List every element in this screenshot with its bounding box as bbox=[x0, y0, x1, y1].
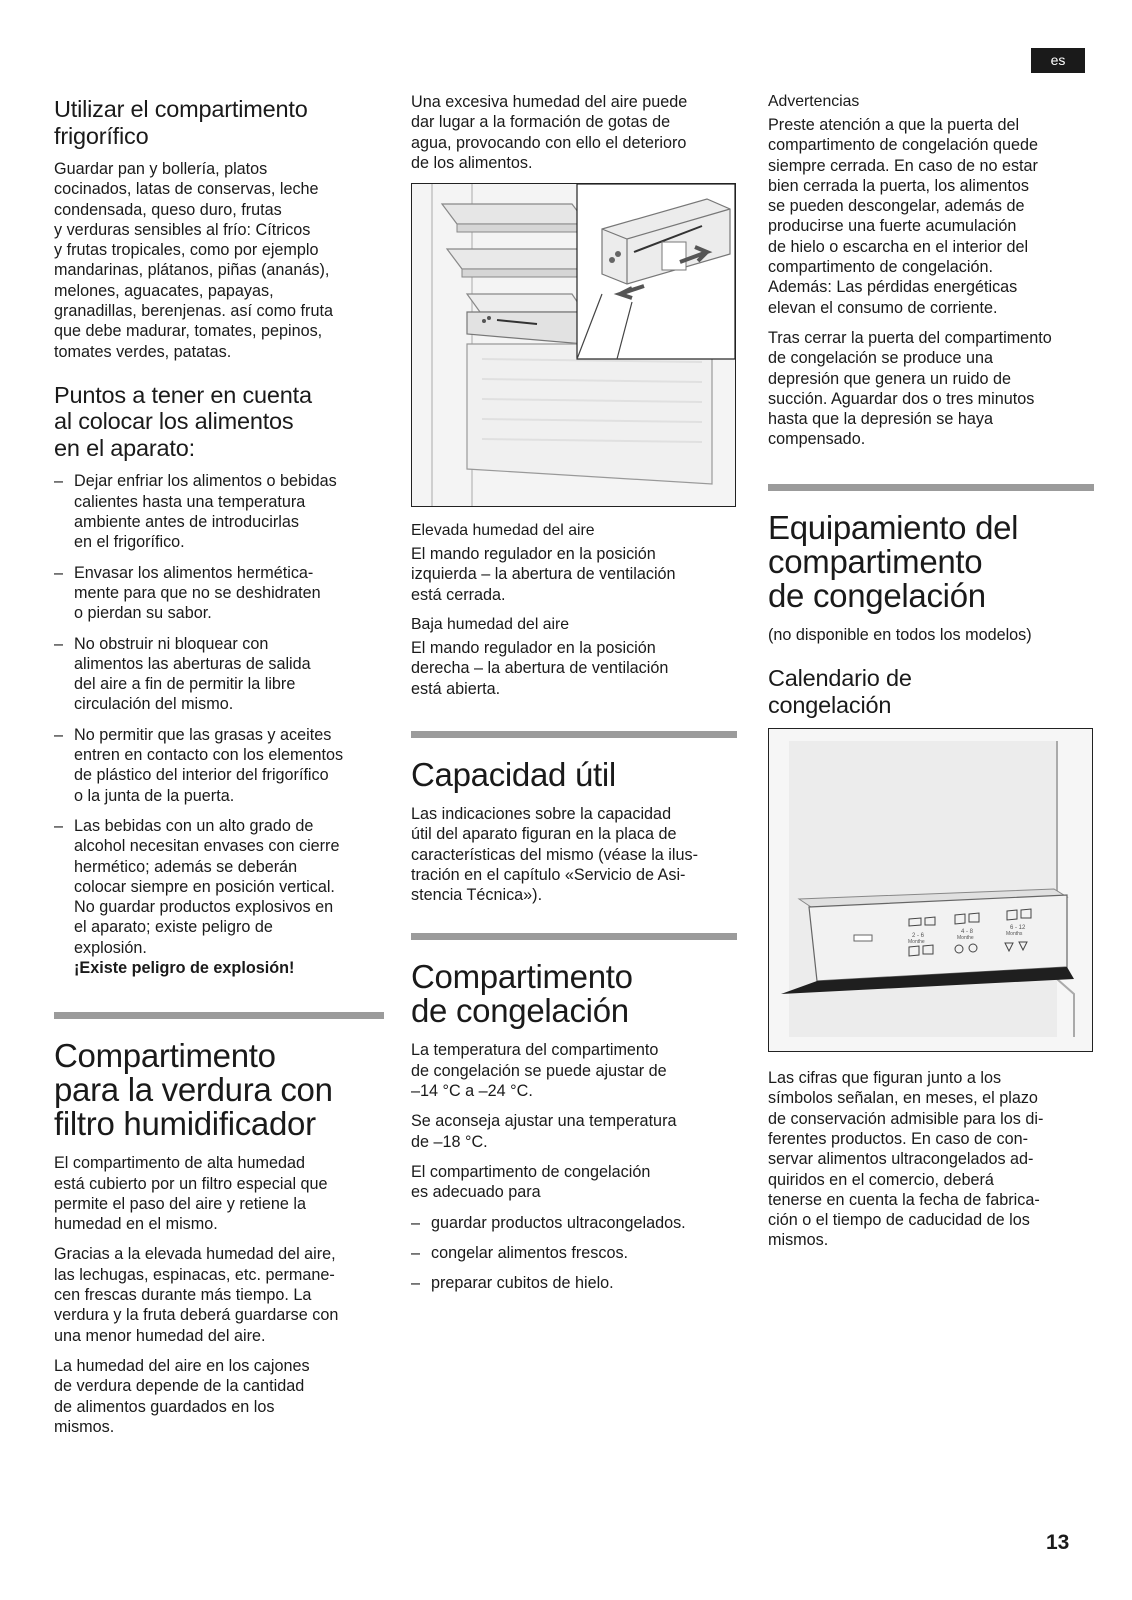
freezer-uses-list bbox=[411, 1213, 737, 1294]
high-humidity-text: El mando regulador en la posición izquierda – la abertura de ventilación está cerrada. bbox=[411, 545, 676, 604]
calendar-text: Las cifras que figuran junto a los símbolos señalan, en meses, el plazo de conservación admisible para los di- ferentes productos. En caso de con- servar alimentos ultracongelados ad- quiridos en el comercio, deberá tenerse en cuenta la fecha de fabrica- ción o el tiempo de caducidad de los mismos. bbox=[768, 1069, 1044, 1250]
low-humidity-title: Baja humedad del aire bbox=[411, 616, 570, 634]
section-divider bbox=[768, 484, 1094, 491]
calendar-label: 4 - 8 bbox=[961, 929, 974, 936]
page-number: 13 bbox=[1046, 1531, 1070, 1554]
freezer-paragraph-2: Se aconseja ajustar una temperatura de –18 °C. bbox=[411, 1112, 677, 1151]
calendar-label: Monthe bbox=[957, 935, 974, 942]
section-title-capacity: Capacidad útil bbox=[411, 755, 616, 793]
list-item: – No permitir que las grasas y aceites entren en contacto con los elementos de plástico del interior del frigorífico o la junta de la puerta. bbox=[54, 725, 384, 806]
section-title-calendar: Calendario de congelación bbox=[768, 665, 912, 718]
section-title-vegetable: Compartimento para la verdura con filtro humidificador bbox=[54, 1037, 333, 1143]
section-divider bbox=[411, 933, 737, 940]
language-badge: es bbox=[1031, 48, 1085, 73]
right-column bbox=[768, 92, 1094, 1261]
freezer-paragraph-1: La temperatura del compartimento de congelación se puede ajustar de –14 °C a –24 °C. bbox=[411, 1041, 667, 1101]
vegetable-paragraph-3: La humedad del aire en los cajones de verdura depende de la cantidad de alimentos guardados en los mismos. bbox=[54, 1356, 310, 1436]
vegetable-paragraph-2: Gracias a la elevada humedad del aire, las lechugas, espinacas, etc. permane- cen frescas durante más tiempo. La verdura y la fruta deberá guardarse con una menor humedad del aire. bbox=[54, 1245, 339, 1345]
list-item: – guardar productos ultracongelados. bbox=[411, 1213, 737, 1233]
freezer-calendar-illustration bbox=[768, 728, 1093, 1052]
freezer-paragraph-3: El compartimento de congelación es adecuado para bbox=[411, 1162, 651, 1202]
low-humidity-text: El mando regulador en la posición derecha – la abertura de ventilación está abierta. bbox=[411, 639, 669, 698]
humidity-intro: Una excesiva humedad del aire puede dar lugar a la formación de gotas de agua, provocando con ello el deterioro de los alimentos. bbox=[411, 93, 688, 172]
list-item: – Dejar enfriar los alimentos o bebidas calientes hasta una temperatura ambiente antes de introducirlas en el frigorífico. bbox=[54, 471, 384, 552]
warnings-paragraph-2: Tras cerrar la puerta del compartimento de congelación se produce una depresión que genera un ruido de succión. Aguardar dos o tres minutos hasta que la depresión se haya compensado. bbox=[768, 328, 1052, 449]
calendar-label: 2 - 6 bbox=[912, 933, 925, 940]
section-title-fridge: Utilizar el compartimento frigorífico bbox=[54, 96, 308, 149]
crisper-drawer-drawing bbox=[412, 184, 735, 506]
list-item: – Envasar los alimentos hermética- mente para que no se deshidraten o pierdan su sabor. bbox=[54, 563, 384, 624]
section-title-freezer: Compartimento de congelación bbox=[411, 958, 633, 1030]
left-column bbox=[54, 92, 384, 1447]
high-humidity-title: Elevada humedad del aire bbox=[411, 522, 595, 540]
availability-note: (no disponible en todos los modelos) bbox=[768, 625, 1032, 644]
explosion-warning: ¡Existe peligro de explosión! bbox=[74, 959, 295, 977]
list-item: – congelar alimentos frescos. bbox=[411, 1243, 737, 1263]
section-title-freezer-equipment: Equipamiento del compartimento de congelación bbox=[768, 508, 1019, 614]
warnings-title: Advertencias bbox=[768, 93, 860, 110]
calendar-label: Monthe bbox=[908, 939, 925, 946]
crisper-drawer-illustration bbox=[411, 183, 736, 507]
calendar-label: Months bbox=[1006, 931, 1023, 938]
list-item: – No obstruir ni bloquear con alimentos las aberturas de salida del aire a fin de permitir la libre circulación del mismo. bbox=[54, 634, 384, 715]
capacity-text: Las indicaciones sobre la capacidad útil del aparato figuran en la placa de características del mismo (véase la ilus- tración en el capítulo «Servicio de Asi- stencia Técnica»). bbox=[411, 804, 698, 905]
section-divider bbox=[54, 1012, 384, 1019]
fridge-paragraph: Guardar pan y bollería, platos cocinados, latas de conservas, leche condensada, queso duro, frutas y verduras sensibles al frío: Cítricos y frutas tropicales, como por ejemplo mandarinas, plátanos, piñas (ananás), melones, aguacates, papayas, granadillas, berenjenas. así como fruta que debe madurar, tomates, pepinos, tomates verdes, patatas. bbox=[54, 160, 333, 361]
tips-list bbox=[54, 471, 384, 978]
section-title-tips: Puntos a tener en cuenta al colocar los alimentos en el aparato: bbox=[54, 381, 312, 461]
warnings-paragraph-1: Preste atención a que la puerta del compartimento de congelación quede siempre cerrada. En caso de no estar bien cerrada la puerta, los alimentos se pueden descongelar, además de producirse una fuerte acumulación de hielo o escarcha en el interior del compartimento de congelación. Además: Las pérdidas energéticas elevan el consumo de corriente. bbox=[768, 116, 1038, 317]
list-item: – Las bebidas con un alto grado de alcohol necesitan envases con cierre hermético; además se deberán colocar siempre en posición vertical. No guardar productos explosivos en el aparato; existe peligro de explosión. ¡Existe peligro de explosión! bbox=[54, 816, 384, 978]
middle-column bbox=[411, 92, 737, 1303]
vegetable-paragraph-1: El compartimento de alta humedad está cubierto por un filtro especial que permite el paso del aire y retiene la humedad en el mismo. bbox=[54, 1154, 328, 1234]
section-divider bbox=[411, 731, 737, 738]
list-item: – preparar cubitos de hielo. bbox=[411, 1273, 737, 1293]
calendar-label: 6 - 12 bbox=[1010, 925, 1026, 932]
freezer-calendar-drawing bbox=[769, 729, 1092, 1051]
